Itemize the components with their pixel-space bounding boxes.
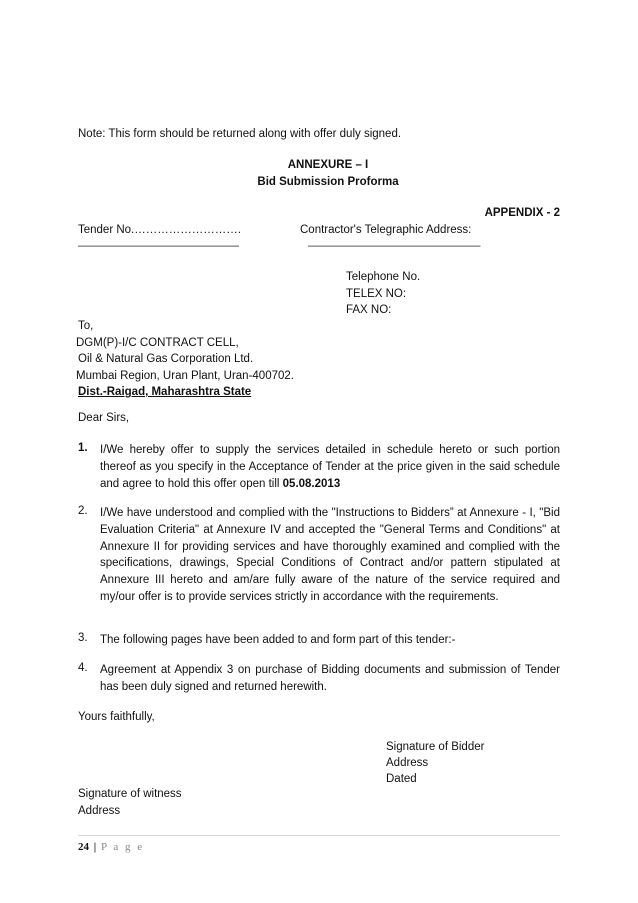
bidder-address: Address	[386, 757, 429, 769]
address-line: Mumbai Region, Uran Plant, Uran-400702.	[76, 370, 294, 382]
footer-divider	[78, 835, 560, 836]
proforma-title: Bid Submission Proforma	[257, 176, 399, 188]
page-footer	[78, 841, 144, 853]
point-2	[78, 505, 560, 606]
appendix-label: APPENDIX - 2	[484, 207, 560, 219]
address-line: Oil & Natural Gas Corporation Ltd.	[78, 353, 254, 365]
page-word: P a g e	[100, 841, 145, 853]
point-number: 4.	[78, 662, 88, 674]
point-text: Agreement at Appendix 3 on purchase of Bidding documents and submission of Tender has been duly signed and returned herewith.	[100, 664, 560, 693]
to-label: To,	[78, 320, 94, 332]
point-text: The following pages have been added to and form part of this tender:-	[100, 634, 456, 646]
annexure-heading: ANNEXURE – I	[287, 159, 369, 171]
point-4	[78, 662, 560, 696]
point-number: 2.	[78, 505, 88, 517]
telegraphic-address-label: Contractor's Telegraphic Address:	[300, 224, 472, 236]
telegraphic-address-line: ———————————————	[308, 240, 481, 252]
point-number: 1.	[78, 442, 88, 454]
point-text: I/We hereby offer to supply the services detailed in schedule hereto or such portion thereof as you specify in the Acceptance of Tender at the price given in the said schedule and agree to hold this offer open till	[100, 444, 560, 490]
point-text: I/We have understood and complied with the "Instructions to Bidders” at Annexure - I, "Bid Evaluation Criteria" at Annexure IV and accepted the "General Terms and Conditions" at Annexure II for providing services and have thoroughly examined and complied with the specifications, drawings, Special Conditions of Contract and/or pattern stipulated at Annexure III hereto and am/are fully aware of the nature of the service required and my/our offer is to provide services strictly in accordance with the requirements.	[100, 507, 560, 603]
closing: Yours faithfully,	[78, 711, 155, 723]
witness-address: Address	[78, 805, 121, 817]
footer-separator: |	[93, 841, 97, 853]
tender-number: Tender No.……………………….	[78, 224, 241, 236]
address-line: DGM(P)-I/C CONTRACT CELL,	[76, 337, 239, 349]
telex-label: TELEX NO:	[346, 288, 407, 300]
tender-number-line: ——————————————	[78, 240, 239, 252]
offer-valid-date: 05.08.2013	[282, 477, 341, 490]
note-text: Note: This form should be returned along with offer duly signed.	[78, 128, 402, 140]
bidder-dated: Dated	[386, 773, 417, 785]
point-1	[78, 442, 560, 492]
telephone-label: Telephone No.	[346, 271, 421, 283]
fax-label: FAX NO:	[346, 304, 392, 316]
signature-of-bidder: Signature of Bidder	[386, 741, 485, 753]
signature-of-witness: Signature of witness	[78, 788, 182, 800]
salutation: Dear Sirs,	[78, 412, 130, 424]
point-number: 3.	[78, 632, 88, 644]
district-line: Dist.-Raigad, Maharashtra State	[78, 386, 252, 398]
page-number: 24	[78, 841, 89, 853]
point-3	[78, 632, 560, 649]
